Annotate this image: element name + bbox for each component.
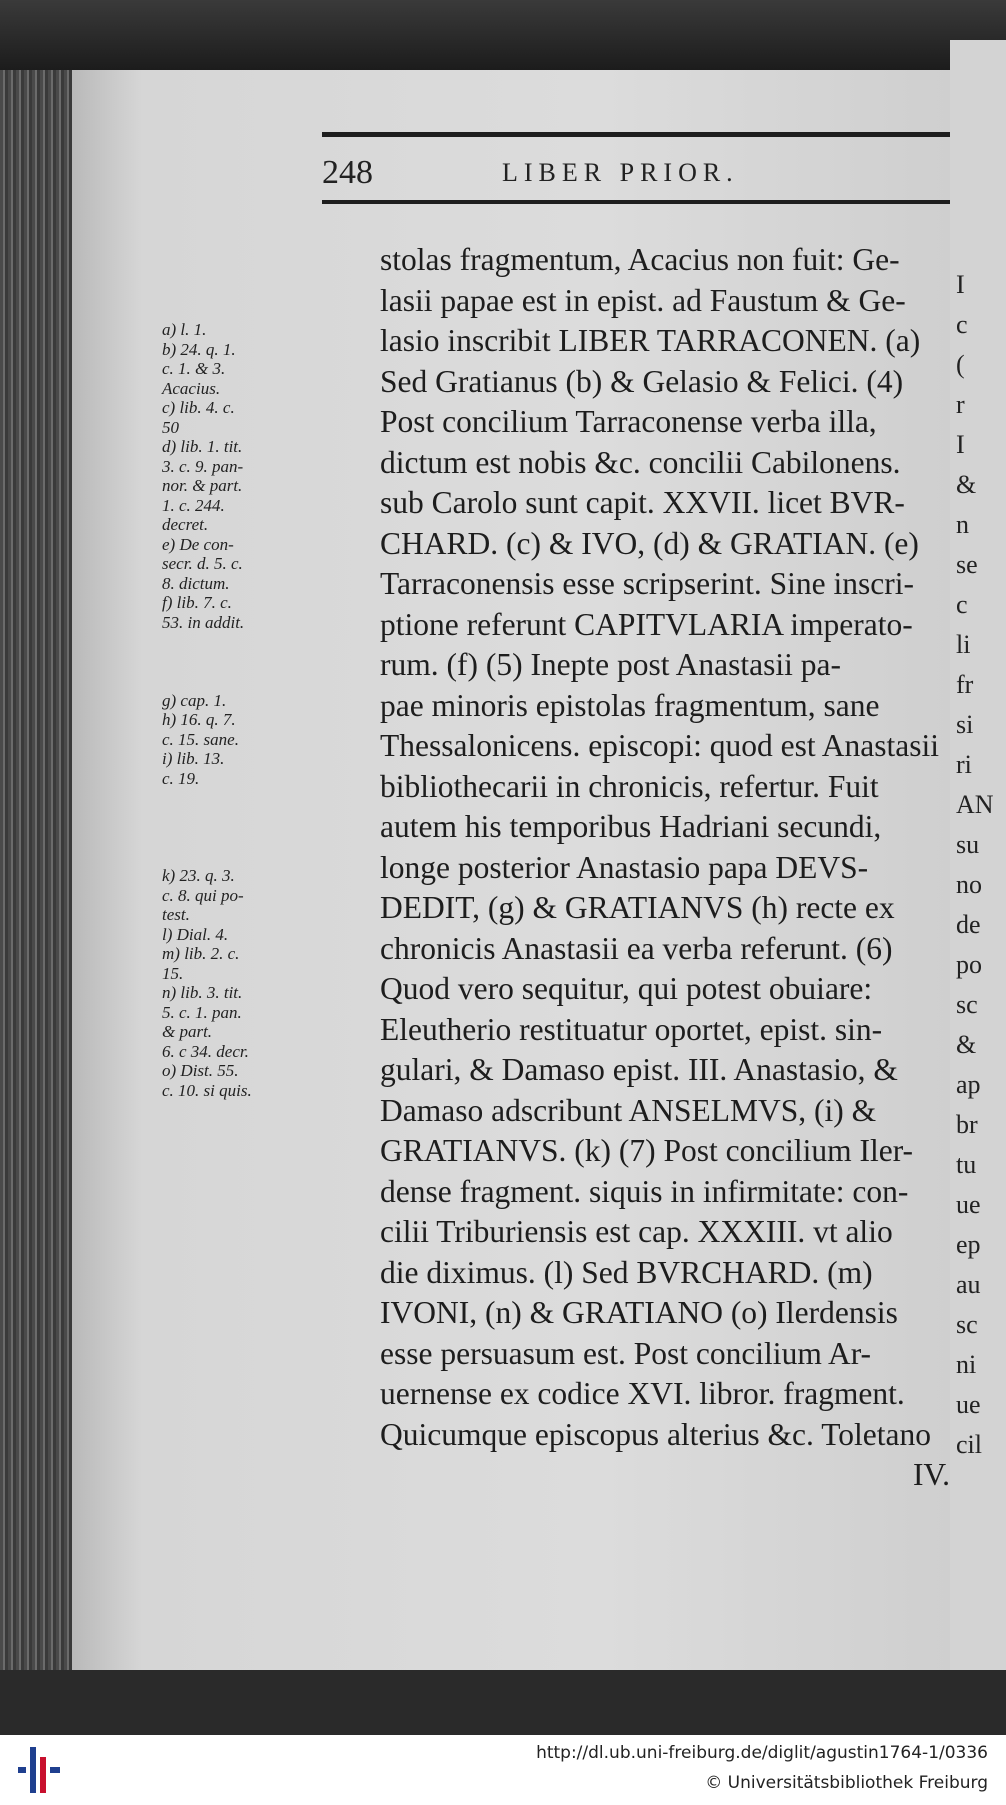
text-line: longe posterior Anastasio papa DEVS- [380,849,869,885]
facing-page-fragment: & [956,1030,977,1059]
facing-page-fragment: cil [956,1430,982,1459]
margin-note: Acacius. [162,378,221,398]
margin-note: 5. c. 1. pan. [162,1002,242,1022]
margin-note: c. 10. si quis. [162,1080,252,1100]
margin-note [162,808,332,828]
catchword: IV. [912,1457,950,1492]
margin-note: e) De con- [162,534,234,554]
margin-note: c. 19. [162,768,200,788]
margin-note: 15. [162,963,184,983]
facing-page-fragment: ni [956,1350,977,1379]
facing-page-fragment: & [956,470,977,499]
facing-page-fragment: ue [956,1190,981,1219]
margin-note [162,788,332,808]
margin-notes [162,320,332,1100]
facing-page-fragment: sc [956,1310,978,1339]
margin-note: g) cap. 1. [162,690,227,710]
text-line: Quod vero sequitur, qui potest obuiare: [380,971,873,1006]
margin-note [162,827,332,847]
facing-page-fragment: ap [956,1070,981,1099]
margin-note: & part. [162,1022,213,1041]
footer-url[interactable]: http://dl.ub.uni-freiburg.de/diglit/agustin1764-1/0336 [536,1743,988,1763]
facing-page-fragment: fr [956,670,974,699]
text-line: Tarraconensis esse scripserint. Sine inscri- [380,566,915,601]
margin-note: o) Dist. 55. [162,1061,239,1080]
text-line: lasii papae est in epist. ad Faustum & Ge- [380,282,906,318]
facing-page-fragment: si [956,710,974,739]
footer-copyright: © Universitätsbibliothek Freiburg [705,1773,988,1793]
margin-note: i) lib. 13. [162,749,225,768]
margin-note: nor. & part. [162,476,243,495]
text-line: Post concilium Tarraconense verba illa, [380,404,877,439]
running-title: LIBER PRIOR. [502,158,739,187]
facing-page-fragment: po [956,950,982,979]
margin-note: 6. c 34. decr. [162,1041,249,1061]
text-line: DEDIT, (g) & GRATIANVS (h) recte ex [380,890,895,925]
text-line: Quicumque episcopus alterius &c. Toletano [380,1416,931,1452]
facing-page-edge [950,40,1006,1670]
facing-page-fragment: n [956,510,969,539]
facing-page-fragment: I [956,270,965,299]
facing-page-fragment: br [956,1110,978,1139]
facing-page-fragment: tu [956,1150,977,1179]
margin-note: l) Dial. 4. [162,924,229,944]
page-number: 248 [322,154,373,191]
facing-page-fragment: se [956,550,978,579]
margin-note: secr. d. 5. c. [162,554,243,573]
book-top-edge [0,0,1006,70]
text-line: gulari, & Damaso epist. III. Anastasio, & [380,1052,898,1087]
margin-note: f) lib. 7. c. [162,593,232,612]
margin-note [162,632,332,652]
text-line: autem his temporibus Hadriani secundi, [380,809,882,844]
facing-page-fragment: ue [956,1390,981,1419]
margin-note: b) 24. q. 1. [162,339,236,359]
margin-note: n) lib. 3. tit. [162,983,243,1002]
text-line: esse persuasum est. Post concilium Ar- [380,1335,872,1371]
margin-note: h) 16. q. 7. [162,710,236,729]
margin-note: c. 1. & 3. [162,359,226,378]
text-line: GRATIANVS. (k) (7) Post concilium Iler- [380,1133,914,1168]
text-line: uernense ex codice XVI. libror. fragment. [380,1376,905,1411]
facing-page-fragment: li [956,630,971,659]
text-line: Damaso adscribunt ANSELMVS, (i) & [380,1092,877,1128]
header-rule-bottom [322,200,950,204]
text-line: dense fragment. siquis in infirmitate: con- [380,1173,909,1209]
margin-note: m) lib. 2. c. [162,944,240,963]
text-line: lasio inscribit LIBER TARRACONEN. (a) [380,323,921,358]
margin-note: 1. c. 244. [162,495,225,515]
text-line: IVONI, (n) & GRATIANO (o) Ilerdensis [380,1295,898,1330]
text-line: CHARD. (c) & IVO, (d) & GRATIAN. (e) [380,525,919,561]
text-line: Thessalonicens. episcopi: quod est Anastasii [380,728,940,763]
margin-note: 53. in addit. [162,612,245,632]
facing-page-fragment: AN [956,790,994,819]
main-text [380,240,950,1496]
text-line: Eleutherio restituatur oportet, epist. sin- [380,1011,883,1047]
text-line: ptione referunt CAPITVLARIA imperato- [380,606,913,642]
margin-note: test. [162,905,190,924]
facing-page-fragment: c [956,310,968,339]
text-line: die diximus. (l) Sed BVRCHARD. (m) [380,1254,873,1290]
facing-page-fragment: ri [956,750,972,779]
facing-page-fragment: de [956,910,981,939]
facing-page-fragment: c [956,590,968,619]
text-line: sub Carolo sunt capit. XXVII. licet BVR- [380,485,905,520]
margin-note: 8. dictum. [162,573,230,593]
text-line: Sed Gratianus (b) & Gelasio & Felici. (4) [380,363,904,399]
text-line: pae minoris epistolas fragmentum, sane [380,687,880,723]
margin-note [162,652,332,672]
text-line: stolas fragmentum, Acacius non fuit: Ge- [380,242,900,277]
facing-page-fragment: su [956,830,980,859]
margin-note: k) 23. q. 3. [162,866,235,885]
margin-note: c. 15. sane. [162,729,239,749]
text-line: rum. (f) (5) Inepte post Anastasii pa- [380,647,841,682]
margin-note: c) lib. 4. c. [162,398,235,417]
facing-page-fragment: r [956,390,965,419]
margin-note [162,847,332,867]
footer-bar [0,1735,1006,1805]
text-line: dictum est nobis &c. concilii Cabilonens. [380,444,901,480]
page-header [322,154,950,198]
facing-page-fragment: ( [956,350,965,379]
facing-page-fragment: sc [956,990,978,1019]
header-rule-top [322,132,950,137]
facing-page-fragment: I [956,430,965,459]
margin-note: d) lib. 1. tit. [162,437,243,456]
facing-page-fragment: no [956,870,982,899]
margin-note: decret. [162,515,209,534]
margin-note [162,671,332,691]
text-line: chronicis Anastasii ea verba referunt. (6) [380,930,893,966]
text-line: bibliothecarii in chronicis, refertur. Fuit [380,768,879,804]
book-binding [0,70,72,1670]
margin-note: 50 [162,417,179,437]
ub-freiburg-logo [14,1743,64,1797]
margin-note: 3. c. 9. pan- [162,456,244,476]
margin-note: a) l. 1. [162,320,207,339]
book-page [72,70,950,1670]
facing-page-fragment: au [956,1270,981,1299]
margin-note: c. 8. qui po- [162,885,244,905]
facing-page-fragment: ep [956,1230,981,1259]
text-line: cilii Triburiensis est cap. XXXIII. vt alio [380,1214,893,1249]
